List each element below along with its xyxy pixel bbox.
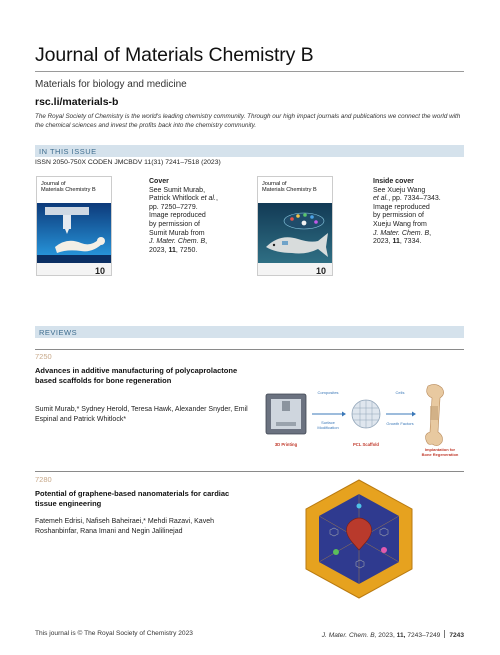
printing-label: 3D Printing <box>274 442 298 447</box>
issn-line: ISSN 2050-750X CODEN JMCBDV 11(31) 7241–7518 (2023) <box>35 159 221 166</box>
rsc-blurb: The Royal Society of Chemistry is the world's leading chemistry community. Through our high impact journals and publications we connect the world with the chemical sciences and invest the profits back into the chemistry community. <box>35 113 461 129</box>
svg-text:10: 10 <box>316 266 327 276</box>
bone-regeneration-label: Bone Regeneration <box>421 452 459 457</box>
svg-text:10: 10 <box>95 266 106 276</box>
growth-factors-label: Growth Factors <box>386 421 414 426</box>
inside-cover-caption: Inside cover See Xueju Wang et al., pp. 7334–7343. Image reproduced by permission of Xueju Wang from J. Mater. Chem. B, 2023, 11, 7334. <box>373 178 441 246</box>
article-page-number[interactable]: 7250 <box>35 352 52 361</box>
article-page-number[interactable]: 7280 <box>35 475 52 484</box>
fish-sensor-artwork <box>258 203 333 263</box>
cells-label: Cells <box>395 390 405 395</box>
inside-cover-image[interactable] <box>257 176 333 276</box>
article-divider <box>35 349 464 350</box>
scaffold-label: PCL Scaffold <box>353 442 379 447</box>
journal-url-link[interactable]: rsc.li/materials-b <box>35 96 119 108</box>
composites-label: Composites <box>317 390 339 395</box>
article-divider <box>35 471 464 472</box>
journal-title: Journal of Materials Chemistry B <box>35 44 314 66</box>
journal-subtitle: Materials for biology and medicine <box>35 79 187 90</box>
article-title[interactable]: Advances in additive manufacturing of polycaprolactone based scaffolds for bone regeneration <box>35 366 238 385</box>
footer-citation: J. Mater. Chem. B, 2023, 11, 7243–7249 7243 <box>321 632 464 639</box>
in-this-issue-bar <box>35 145 464 157</box>
article-title[interactable]: Potential of graphene-based nanomaterials for cardiac tissue engineering <box>35 489 230 508</box>
article-authors: Sumit Murab,* Sydney Herold, Teresa Hawk, Alexander Snyder, Emil Espinal and Patrick Whitlock* <box>35 406 248 423</box>
printer-bone-artwork <box>37 203 112 263</box>
inside-cover-footer <box>258 263 333 276</box>
anniversary-10-icon <box>258 263 333 276</box>
anniversary-10-icon <box>37 263 112 276</box>
footer-separator <box>444 630 445 638</box>
inside-cover-journal-name: Journal of Materials Chemistry B <box>262 181 317 194</box>
graphene-cardiac-toc-graphic <box>300 478 418 600</box>
article-authors: Fatemeh Edrisi, Nafiseh Baheiraei,* Mehdi Razavi, Kaveh Roshanbinfar, Rana Imani and Negin Jalilinejad <box>35 518 214 535</box>
reviews-heading: REVIEWS <box>39 327 78 337</box>
footer-copyright: This journal is © The Royal Society of Chemistry 2023 <box>35 630 193 637</box>
pcl-scaffold-toc-graphic <box>262 380 466 458</box>
surface-label: Surface <box>321 420 335 425</box>
in-this-issue-heading: IN THIS ISSUE <box>39 146 97 156</box>
footer-page-number: 7243 <box>449 632 464 639</box>
implantation-label: Implantation for <box>424 447 456 452</box>
modification-label: Modification <box>317 425 339 430</box>
cover-footer <box>37 263 112 276</box>
front-cover-image[interactable] <box>36 176 112 276</box>
header-divider <box>35 71 464 72</box>
cover-journal-name: Journal of Materials Chemistry B <box>41 181 96 194</box>
reviews-bar <box>35 326 464 338</box>
front-cover-caption: Cover See Sumit Murab, Patrick Whitlock et al., pp. 7250–7279. Image reproduced by permission of Sumit Murab from J. Mater. Chem. B, 2023, 11, 7250. <box>149 178 218 254</box>
